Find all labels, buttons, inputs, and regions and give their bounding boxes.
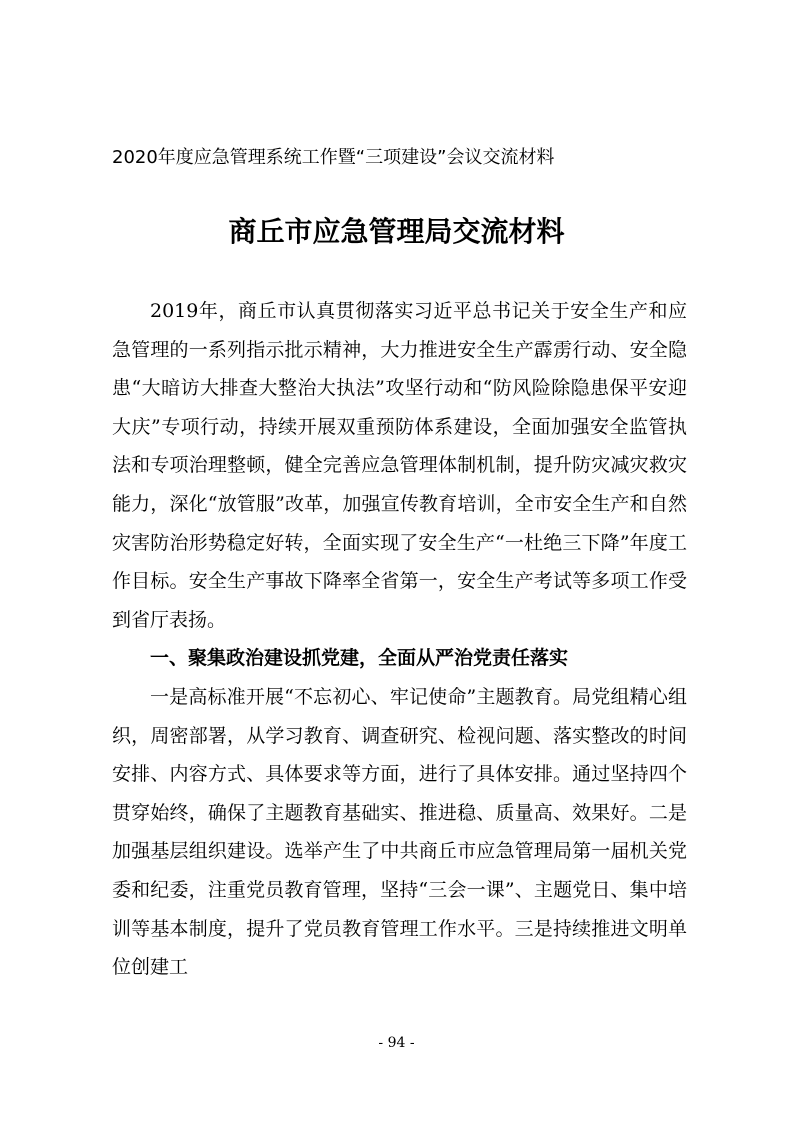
- body-paragraph: 一是高标准开展“不忘初心、牢记使命”主题教育。局党组精心组织，周密部署，从学习教育、调查研究、检视问题、落实整改的时间安排、内容方式、具体要求等方面，进行了具体安排。通过坚持四个贯穿始终，确保了主题教育基础实、推进稳、质量高、效果好。二是加强基层组织建设。选举产生了中共商丘市应急管理局第一届机关党委和纪委，注重党员教育管理，坚持“三会一课”、主题党日、集中培训等基本制度，提升了党员教育管理工作水平。三是持续推进文明单位创建工: [112, 685, 687, 979]
- document-header-line: 2020年度应急管理系统工作暨“三项建设”会议交流材料: [112, 147, 555, 168]
- document-body: [112, 292, 687, 987]
- section-heading: 一、聚集政治建设抓党建，全面从严治党责任落实: [150, 647, 569, 670]
- document-title: 商丘市应急管理局交流材料: [228, 215, 565, 248]
- page-number: - 94 -: [378, 1035, 415, 1051]
- body-paragraph: 2019年，商丘市认真贯彻落实习近平总书记关于安全生产和应急管理的一系列指示批示精神，大力推进安全生产霹雳行动、安全隐患“大暗访大排查大整治大执法”攻坚行动和“防风险除隐患保平安迎大庆”专项行动，持续开展双重预防体系建设，全面加强安全监管执法和专项治理整顿，健全完善应急管理体制机制，提升防灾减灾救灾能力，深化“放管服”改革，加强宣传教育培训，全市安全生产和自然灾害防治形势稳定好转，全面实现了安全生产“一杜绝三下降”年度工作目标。安全生产事故下降率全省第一，安全生产考试等多项工作受到省厅表扬。: [112, 300, 687, 631]
